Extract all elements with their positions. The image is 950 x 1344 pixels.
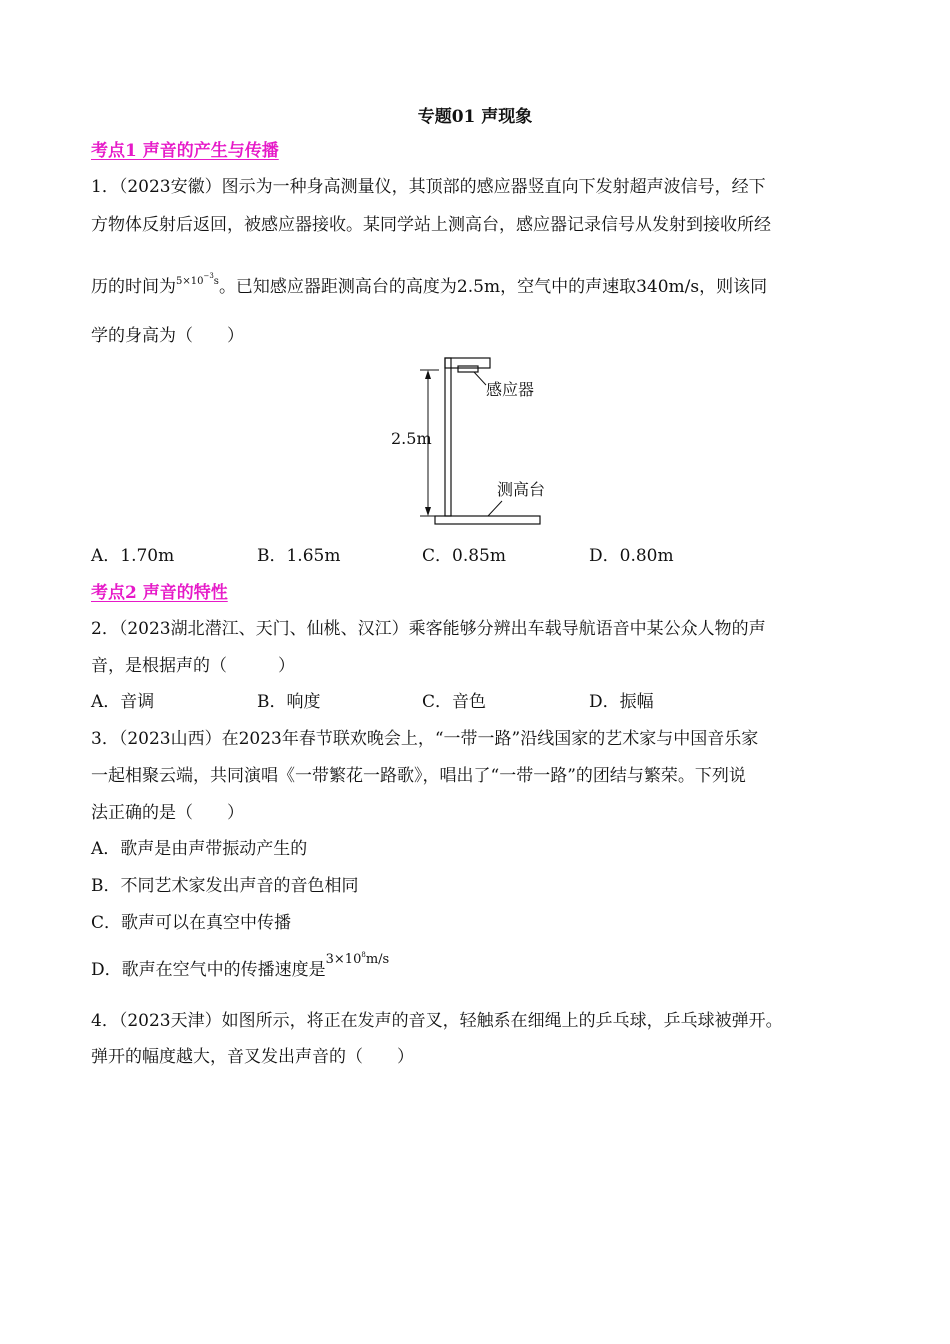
height-label: 2.5m	[391, 429, 432, 448]
q1-formula-base: 5×10	[176, 276, 204, 287]
q1-line-1: 1．（2023安徽）图示为一种身高测量仪，其顶部的感应器竖直向下发射超声波信号，经下	[91, 177, 766, 197]
q1-line-3	[91, 272, 768, 301]
q1-option-a[interactable]: A．1.70m	[91, 546, 175, 566]
q3-line-2: 一起相聚云端，共同演唱《一带繁花一路歌》，唱出了“一带一路”的团结与繁荣。下列说	[91, 766, 746, 786]
q2-option-d[interactable]: D．振幅	[589, 692, 654, 712]
q1-line-3-post: 。已知感应器距测高台的高度为2.5m，空气中的声速取340m/s，则该同	[218, 277, 768, 297]
q3-formula-base: 3×10	[325, 952, 362, 967]
height-meter-figure	[390, 355, 550, 530]
platform-label: 测高台	[497, 480, 546, 499]
q1-option-b[interactable]: B．1.65m	[257, 546, 341, 566]
q3-option-b[interactable]: B．不同艺术家发出声音的音色相同	[91, 876, 359, 896]
q1-line-3-pre: 历的时间为	[91, 277, 176, 297]
platform	[435, 516, 540, 524]
q3-option-a[interactable]: A．歌声是由声带振动产生的	[91, 839, 308, 859]
q3-formula-unit: m/s	[365, 952, 390, 967]
q1-option-c[interactable]: C．0.85m	[422, 546, 506, 566]
q2-option-a[interactable]: A．音调	[91, 692, 155, 712]
sensor	[458, 366, 478, 372]
pole	[445, 358, 451, 516]
q2-option-c[interactable]: C．音色	[422, 692, 487, 712]
q3-option-d-text: D．歌声在空气中的传播速度是	[91, 960, 326, 980]
q3-option-d[interactable]	[91, 951, 390, 984]
sensor-label: 感应器	[486, 380, 535, 399]
q2-line-1: 2．（2023湖北潜江、天门、仙桃、汉江）乘客能够分辨出车载导航语音中某公众人物的声	[91, 619, 766, 639]
q3-formula	[326, 952, 390, 967]
q2-option-b[interactable]: B．响度	[257, 692, 321, 712]
q1-option-d[interactable]: D．0.80m	[589, 546, 674, 566]
q4-line-1: 4．（2023天津）如图所示，将正在发声的音叉，轻触系在细绳上的乒乓球，乒乓球被弹开。	[91, 1011, 783, 1031]
q4-line-2: 弹开的幅度越大，音叉发出声音的（ ）	[91, 1047, 414, 1067]
section-heading-2: 考点2 声音的特性	[91, 583, 228, 603]
q1-formula-exp: −3	[203, 272, 214, 280]
q1-formula-unit: s	[213, 276, 219, 287]
q1-line-2: 方物体反射后返回，被感应器接收。某同学站上测高台，感应器记录信号从发射到接收所经	[91, 215, 771, 235]
page-title: 专题01 声现象	[417, 107, 533, 127]
q1-line-4: 学的身高为（ ）	[91, 326, 244, 346]
section-heading-1: 考点1 声音的产生与传播	[91, 141, 279, 161]
q3-option-c[interactable]: C．歌声可以在真空中传播	[91, 913, 292, 933]
q2-line-2: 音，是根据声的（ ）	[91, 656, 295, 676]
q3-line-3: 法正确的是（ ）	[91, 803, 244, 823]
q1-formula	[176, 272, 219, 287]
q3-line-1: 3．（2023山西）在2023年春节联欢晚会上，“一带一路”沿线国家的艺术家与中国音乐家	[91, 729, 759, 749]
q3-formula-exp: 8	[361, 951, 366, 959]
